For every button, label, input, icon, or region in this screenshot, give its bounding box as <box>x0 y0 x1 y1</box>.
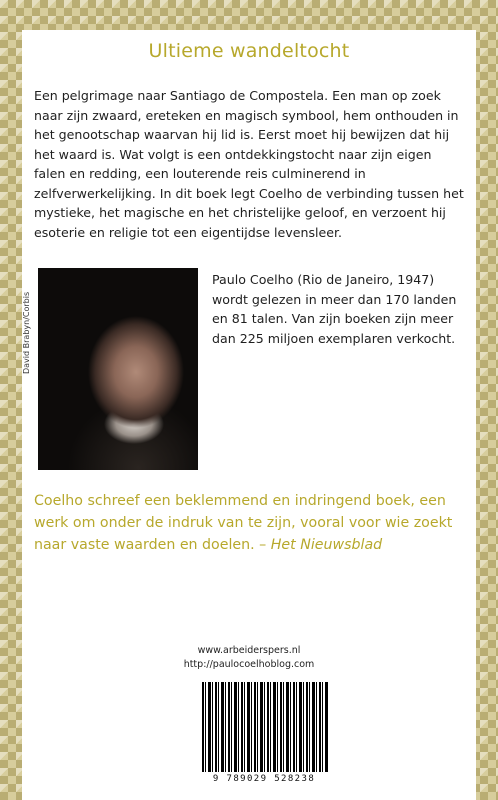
publisher-urls <box>22 644 476 672</box>
barcode-bars <box>202 682 328 772</box>
intro-paragraph: Een pelgrimage naar Santiago de Compostela. Een man op zoek naar zijn zwaard, ereteken en magisch symbool, hem onthouden in het genootschap waarvan hij lid is. Eerst moet hij bewijzen dat hij het waard is. Wat volgt is een ontdekkingstocht naar zijn eigen falen en redding, een louterende reis culminerend in zelfverwerkelijking. In dit boek legt Coelho de verbinding tussen het mystieke, het magische en het christelijke geloof, en verzoent hij esoterie en religie tot een eigentijdse levensleer. <box>34 88 464 240</box>
author-photo <box>38 268 198 470</box>
photo-credit: David Brabyn/Corbis <box>22 291 31 374</box>
isbn-barcode <box>194 674 334 790</box>
author-bio: Paulo Coelho (Rio de Janeiro, 1947) wordt gelezen in meer dan 170 landen en 81 talen. Van zijn boeken zijn meer dan 225 miljoen exemplaren verkocht. <box>212 272 457 346</box>
blog-url[interactable]: http://paulocoelhoblog.com <box>183 659 315 670</box>
barcode-number: 9 789029 528238 <box>212 774 316 784</box>
content-panel <box>22 30 476 800</box>
review-text: Coelho schreef een beklemmend en indringend boek, een werk om onder de indruk van te zijn, vooral voor wie zoekt naar vaste waarden en doelen. – <box>34 493 453 553</box>
review-source: Het Nieuwsblad <box>270 537 383 553</box>
review-quote <box>34 490 474 556</box>
cover-title: Ultieme wandeltocht <box>148 40 350 62</box>
publisher-url[interactable]: www.arbeiderspers.nl <box>197 645 301 656</box>
